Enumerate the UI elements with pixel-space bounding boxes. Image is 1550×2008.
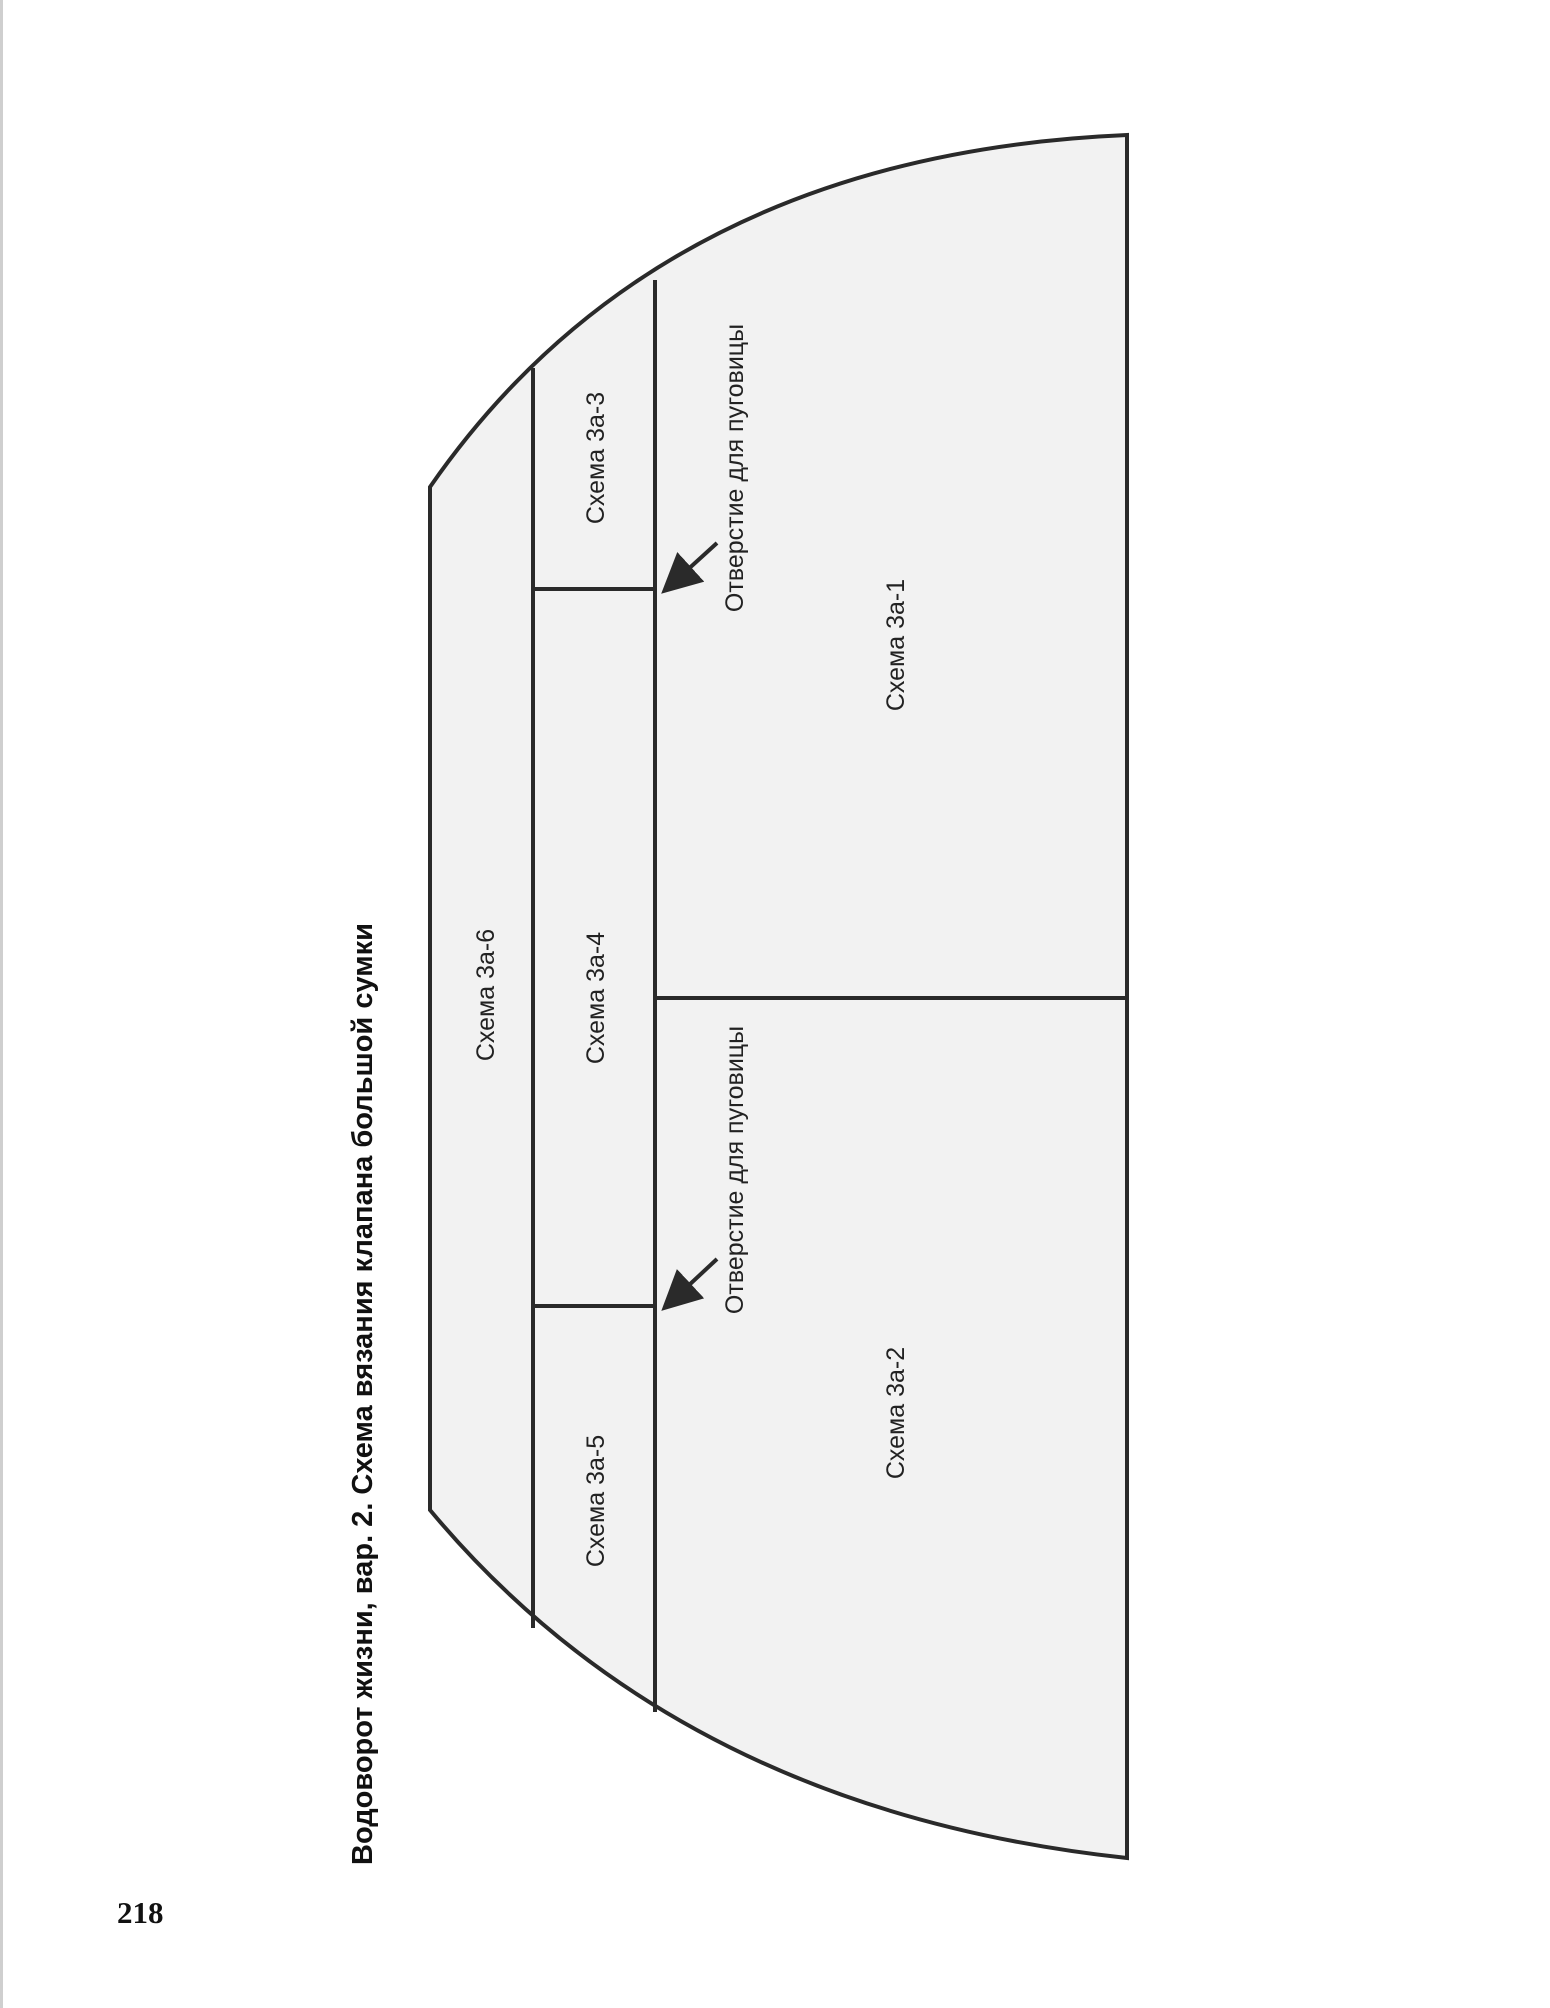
label-scheme-3a-3: Схема 3а-3 <box>582 391 610 525</box>
label-scheme-3a-5: Схема 3а-5 <box>582 1434 610 1568</box>
label-scheme-3a-4: Схема 3а-4 <box>582 931 610 1065</box>
label-scheme-3a-6: Схема 3а-6 <box>472 928 500 1062</box>
label-scheme-3a-1: Схема 3а-1 <box>882 578 910 712</box>
page-number: 218 <box>117 1895 164 1930</box>
label-buttonhole-bottom: Отверстие для пуговицы <box>721 1025 749 1315</box>
label-scheme-3a-2: Схема 3а-2 <box>882 1346 910 1480</box>
diagram-title: Водоворот жизни, вар. 2. Схема вязания клапана большой сумки <box>347 923 379 1865</box>
label-buttonhole-top: Отверстие для пуговицы <box>721 323 749 613</box>
